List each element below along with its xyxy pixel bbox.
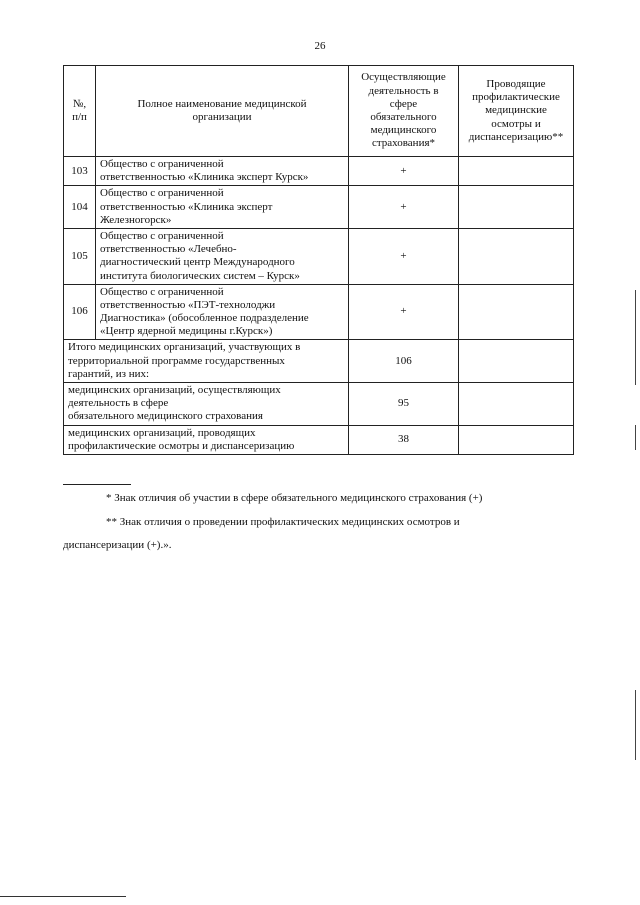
scan-edge-mark (635, 425, 636, 450)
label-line: деятельность в сфере (68, 397, 169, 410)
total-label (64, 425, 349, 454)
total-oms-value: 95 (349, 383, 459, 426)
prof-mark (459, 186, 574, 229)
header-line: №, (72, 97, 87, 110)
table-row (64, 284, 574, 340)
total-oms-value: 38 (349, 425, 459, 454)
name-line: диагностический центр Международного (100, 256, 295, 269)
table-row (64, 228, 574, 284)
scan-bottom-rule (0, 896, 126, 897)
oms-mark: + (349, 186, 459, 229)
total-prof-value (459, 383, 574, 426)
header-line: медицинские (485, 104, 547, 117)
header-line: деятельность в (368, 84, 439, 97)
row-number: 105 (64, 228, 96, 284)
oms-mark: + (349, 228, 459, 284)
footnote-divider (63, 484, 131, 485)
organization-name (96, 186, 349, 229)
total-row (64, 340, 574, 383)
table-header-row (64, 66, 574, 157)
total-row (64, 425, 574, 454)
label-line: территориальной программе государственных (68, 354, 285, 367)
header-line: сфере (389, 97, 418, 110)
header-line: организации (192, 111, 252, 123)
label-line: медицинских организаций, проводящих (68, 426, 256, 439)
total-oms-value: 106 (349, 340, 459, 383)
header-line: Полное наименование медицинской (137, 97, 307, 110)
name-line: «Центр ядерной медицины г.Курск») (100, 325, 273, 338)
prof-mark (459, 228, 574, 284)
row-number: 103 (64, 157, 96, 186)
header-number (64, 66, 96, 157)
footnote-preventive: ** Знак отличия о проведении профилактических медицинских осмотров и (106, 516, 460, 528)
oms-mark: + (349, 157, 459, 186)
page-number: 26 (314, 40, 326, 52)
header-oms-activity (349, 66, 459, 157)
organization-name (96, 157, 349, 186)
header-line: осмотры и (491, 117, 541, 130)
name-line: Диагностика» (обособленное подразделение (100, 312, 309, 325)
name-line: ответственностью «Клиника эксперт Курск» (100, 171, 309, 184)
name-line: ответственностью «Лечебно- (100, 243, 237, 256)
scan-edge-mark (635, 690, 636, 760)
header-line: обязательного (370, 111, 437, 123)
header-line: диспансеризацию** (468, 130, 564, 143)
prof-mark (459, 157, 574, 186)
label-line: гарантий, из них: (68, 367, 150, 380)
name-line: Общество с ограниченной (100, 229, 224, 242)
header-preventive-exams (459, 66, 574, 157)
name-line: Общество с ограниченной (100, 158, 224, 170)
total-label (64, 383, 349, 426)
total-prof-value (459, 425, 574, 454)
row-number: 104 (64, 186, 96, 229)
header-line: Проводящие (486, 78, 546, 91)
name-line: Общество с ограниченной (100, 187, 224, 200)
table-row (64, 157, 574, 186)
name-line: Общество с ограниченной (100, 285, 224, 298)
oms-mark: + (349, 284, 459, 340)
name-line: ответственностью «Клиника эксперт (100, 200, 273, 213)
name-line: института биологических систем – Курск» (100, 269, 300, 282)
name-line: Железногорск» (100, 213, 172, 226)
prof-mark (459, 284, 574, 340)
organization-name (96, 284, 349, 340)
organization-name (96, 228, 349, 284)
header-line: медицинского (370, 124, 437, 137)
table-row (64, 186, 574, 229)
header-line: страхования* (371, 137, 436, 150)
total-row (64, 383, 574, 426)
total-prof-value (459, 340, 574, 383)
name-line: ответственностью «ПЭТ-технолоджи (100, 298, 276, 311)
row-number: 106 (64, 284, 96, 340)
header-line: п/п (72, 111, 87, 123)
label-line: обязательного медицинского страхования (68, 410, 263, 423)
medical-organizations-table (63, 65, 574, 455)
footnote-preventive-continued: диспансеризации (+).». (63, 539, 172, 551)
header-line: Осуществляющие (361, 71, 446, 84)
header-organization-name (96, 66, 349, 157)
label-line: профилактические осмотры и диспансеризацию (68, 439, 295, 452)
label-line: Итого медицинских организаций, участвующих в (68, 341, 301, 354)
scan-edge-mark (635, 290, 636, 385)
label-line: медицинских организаций, осуществляющих (68, 384, 281, 396)
header-line: профилактические (472, 91, 560, 104)
footnote-oms: * Знак отличия об участии в сфере обязательного медицинского страхования (+) (106, 492, 483, 504)
total-label (64, 340, 349, 383)
